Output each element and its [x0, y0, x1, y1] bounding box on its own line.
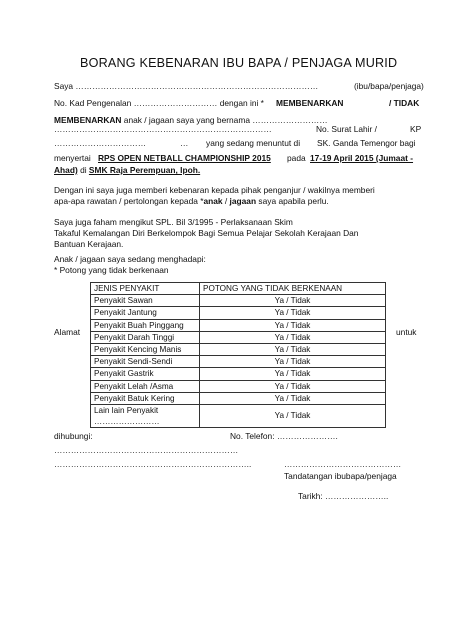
line-venue: Ahad) di SMK Raja Perempuan, Ipoh.	[54, 165, 201, 175]
ya-tidak-option[interactable]: Ya / Tidak	[200, 392, 386, 404]
menghadapi-text: Anak / jagaan saya sedang menghadapi:	[54, 254, 206, 264]
alamat-line-1[interactable]: …………………………………………………………	[54, 445, 239, 455]
ya-tidak-option[interactable]: Ya / Tidak	[200, 404, 386, 427]
table-header-row	[91, 283, 386, 295]
penyakit-name: Penyakit Lelah /Asma	[91, 380, 200, 392]
table-row	[91, 331, 386, 343]
ya-tidak-option[interactable]: Ya / Tidak	[200, 343, 386, 355]
paragraph-kebenaran-2: apa-apa rawatan / pertolongan kepada *anak / jagaan saya apabila perlu.	[54, 196, 329, 206]
ya-tidak-option[interactable]: Ya / Tidak	[200, 380, 386, 392]
line-saya-role: (ibu/bapa/penjaga)	[354, 81, 424, 91]
paragraph-spl-2: Takaful Kemalangan Diri Berkelompok Bagi Semua Pelajar Sekolah Kerajaan Dan	[54, 228, 359, 238]
pada-text: pada	[287, 153, 306, 163]
header-jenis-penyakit: JENIS PENYAKIT	[91, 283, 200, 295]
ya-tidak-option[interactable]: Ya / Tidak	[200, 295, 386, 307]
paragraph-kebenaran-1: Dengan ini saya juga memberi kebenaran kepada pihak penganjur / wakilnya memberi	[54, 185, 375, 195]
penyakit-name: Penyakit Buah Pinggang	[91, 319, 200, 331]
penyakit-name: Penyakit Darah Tinggi	[91, 331, 200, 343]
alamat-label: Alamat	[54, 327, 81, 337]
line-dots-ic: ……………………………	[54, 138, 147, 148]
dihubungi-label: dihubungi:	[54, 431, 93, 441]
penyakit-name: Penyakit Sendi-Sendi	[91, 356, 200, 368]
line-saya: Saya ……………………………………………………………………………	[54, 81, 319, 91]
penyakit-name: Penyakit Sawan	[91, 295, 200, 307]
table-row	[91, 356, 386, 368]
table-row	[91, 307, 386, 319]
school-name: SK. Ganda Temengor bagi	[317, 138, 416, 148]
ya-tidak-option[interactable]: Ya / Tidak	[200, 331, 386, 343]
paragraph-spl-1: Saya juga faham mengikut SPL. Bil 3/1995 - Perlaksanaan Skim	[54, 217, 293, 227]
line-dots-name: ……………………………………………………………………	[54, 124, 272, 134]
potong-note: * Potong yang tidak berkenaan	[54, 265, 169, 275]
tidak-option: / TIDAK	[389, 98, 420, 108]
menuntut-text: yang sedang menuntut di	[206, 138, 301, 148]
signature-line[interactable]: ……………………………………	[284, 459, 402, 469]
alamat-line-2[interactable]: ……………………………………………………………..	[54, 459, 252, 469]
surat-lahir-label: No. Surat Lahir /	[316, 124, 377, 134]
penyakit-table	[90, 282, 386, 428]
table-row	[91, 368, 386, 380]
telefon-field[interactable]: No. Telefon: ………………….	[230, 431, 338, 441]
untuk-label: untuk	[396, 327, 417, 337]
line-kad-pengenalan: No. Kad Pengenalan ………………………… dengan ini *	[54, 98, 264, 108]
lain-lain-cell	[91, 404, 200, 427]
line-dots-short: …	[180, 138, 189, 148]
table-row	[91, 392, 386, 404]
form-title: BORANG KEBENARAN IBU BAPA / PENJAGA MURID	[80, 56, 398, 70]
penyakit-name: Penyakit Kencing Manis	[91, 343, 200, 355]
event-date: 17-19 April 2015 (Jumaat -	[310, 153, 414, 163]
penyakit-name: Penyakit Jantung	[91, 307, 200, 319]
tandatangan-label: Tandatangan ibubapa/penjaga	[284, 471, 397, 481]
header-potong: POTONG YANG TIDAK BERKENAAN	[200, 283, 386, 295]
line-anak: MEMBENARKAN anak / jagaan saya yang bernama ………………………	[54, 115, 328, 125]
table-row	[91, 343, 386, 355]
menyertai-text: menyertai	[54, 153, 91, 163]
ya-tidak-option[interactable]: Ya / Tidak	[200, 356, 386, 368]
ya-tidak-option[interactable]: Ya / Tidak	[200, 368, 386, 380]
penyakit-name: Penyakit Batuk Kering	[91, 392, 200, 404]
table-row	[91, 295, 386, 307]
ya-tidak-option[interactable]: Ya / Tidak	[200, 319, 386, 331]
lain-lain-blank[interactable]: ……………………	[94, 416, 160, 426]
tarikh-field[interactable]: Tarikh: …………………..	[298, 491, 389, 501]
table-row	[91, 319, 386, 331]
table-row-lain-lain	[91, 404, 386, 427]
membenarkan-option: MEMBENARKAN	[276, 98, 344, 108]
event-name: RPS OPEN NETBALL CHAMPIONSHIP 2015	[98, 153, 271, 163]
paragraph-spl-3: Bantuan Kerajaan.	[54, 239, 124, 249]
lain-lain-label: Lain lain Penyakit	[94, 405, 159, 415]
table-row	[91, 380, 386, 392]
kp-label: KP	[410, 124, 422, 134]
ya-tidak-option[interactable]: Ya / Tidak	[200, 307, 386, 319]
penyakit-name: Penyakit Gastrik	[91, 368, 200, 380]
